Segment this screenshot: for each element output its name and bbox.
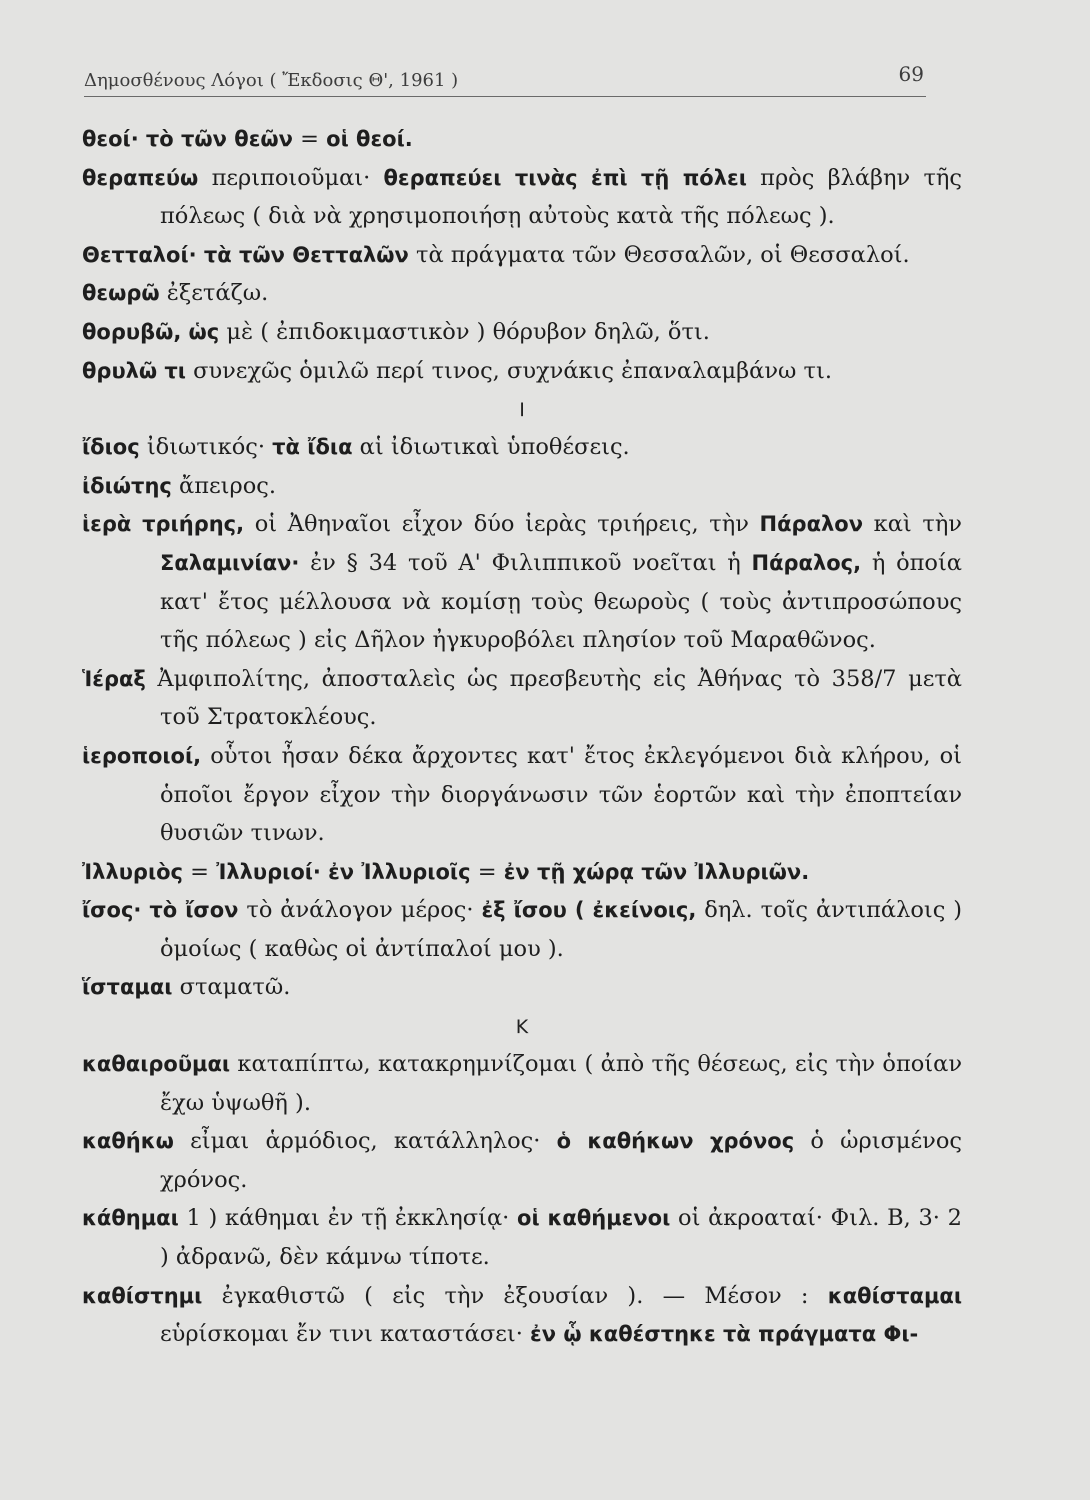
entry-phrase: τι [164, 358, 186, 383]
entry-text: = [183, 858, 217, 885]
entry-phrase: τὰ ἴδια [272, 435, 353, 460]
headword: κάθημαι [82, 1206, 179, 1231]
entry-text: ὁ ὡρισμένος χρόνος. [160, 1128, 962, 1193]
dictionary-body [82, 120, 962, 1354]
entry-text [321, 859, 328, 885]
entry-idiotes [82, 467, 962, 506]
entry-illyrios [82, 853, 962, 892]
headword: θρυλῶ [82, 358, 158, 383]
entry-phrase: ἐν Ἰλλυριοῖς [328, 859, 471, 884]
entry-text: οἱ ἀκροαταί· Φιλ. Β, 3· 2 ) ἀδρανῶ, δὲν κάμνω τίποτε. [160, 1205, 962, 1271]
headword: ἰδιώτης [82, 473, 172, 498]
entry-theoi [82, 120, 962, 159]
entry-phrase: οἱ καθήμενοι [517, 1206, 671, 1231]
entry-text: εὑρίσκομαι ἔν τινι καταστάσει· [160, 1321, 531, 1348]
entry-text: σταματῶ. [172, 974, 291, 1001]
entry-text: τὰ πράγματα τῶν Θεσσαλῶν, οἱ Θεσσαλοί. [408, 241, 910, 268]
entry-text: ἐγκαθιστῶ ( εἰς τὴν ἐξουσίαν ). — Μέσον : [202, 1282, 828, 1309]
entry-phrase: θεραπεύει τινὰς ἐπὶ τῇ πόλει [383, 165, 747, 190]
headword: θεοί· [82, 127, 139, 151]
page-number: 69 [898, 62, 924, 86]
entry-phrase: τὰ τῶν Θετταλῶν [203, 242, 409, 267]
entry-text: = [470, 858, 504, 885]
entry-isos [82, 891, 962, 968]
entry-histamai [82, 968, 962, 1007]
entry-phrase: οἱ θεοί. [326, 127, 413, 151]
entry-thorybo [82, 313, 962, 352]
headword: καθήκω [82, 1129, 174, 1154]
entry-text: ἡ ὁποία κατ' ἔτος μέλλουσα νὰ κομίσῃ τοὺς θεωροὺς ( τοὺς ἀντιπροσώπους τῆς πόλεως ) εἰς Δῆλον ἠγκυροβόλει πλησίον τοῦ Μαραθῶνος. [160, 549, 962, 654]
entry-text: συνεχῶς ὁμιλῶ περί τινος, συχνάκις ἐπαναλαμβάνω τι. [185, 357, 832, 384]
entry-kathistemi [82, 1277, 962, 1354]
entry-idios [82, 428, 962, 467]
entry-text: καὶ τὴν [863, 511, 962, 538]
headword: θεραπεύω [82, 165, 199, 190]
entry-thrylo [82, 352, 962, 391]
section-letter-kappa: Κ [515, 1016, 529, 1039]
entry-phrase: Σαλαμινίαν· [160, 550, 300, 575]
entry-kathairoumai [82, 1045, 962, 1122]
entry-therapeuo [82, 159, 962, 236]
entry-text: ἐν § 34 τοῦ Α' Φιλιππικοῦ νοεῖται ἡ [299, 549, 752, 576]
headword: καθίστημι [82, 1283, 203, 1308]
entry-theoro [82, 274, 962, 313]
entry-text: οἱ Ἀθηναῖοι εἶχον δύο ἱερὰς τριήρεις, τὴν [244, 511, 760, 538]
header-title: Δημοσθένους Λόγοι ( Ἔκδοσις Θ', 1961 ) [84, 70, 459, 91]
headword: Ἱέραξ [82, 666, 146, 691]
entry-text: πρὸς βλάβην τῆς πόλεως ( διὰ νὰ χρησιμοποιήσῃ αὐτοὺς κατὰ τῆς πόλεως ). [160, 164, 963, 230]
entry-phrase: Πάραλον [759, 512, 864, 537]
headword: καθαιροῦμαι [82, 1052, 231, 1077]
entry-text [197, 242, 204, 268]
running-header [84, 62, 926, 97]
entry-phrase: ὁ καθήκων χρόνος [556, 1129, 795, 1154]
entry-text: ἄπειρος. [171, 472, 276, 499]
entry-text: καταπίπτω, κατακρημνίζομαι ( ἀπὸ τῆς θέσεως, εἰς τὴν ὁποίαν ἔχω ὑψωθῆ ). [160, 1051, 962, 1116]
headword: ἱερὰ τριήρης, [82, 512, 245, 537]
entry-text: ἰδιωτικός· [139, 434, 273, 461]
headword: θορυβῶ, [82, 319, 182, 344]
headword: ἱεροποιοί, [82, 743, 202, 768]
entry-phrase: Ἰλλυριοί· [216, 859, 321, 884]
entry-text: ἐξετάζω. [159, 280, 269, 307]
entry-phrase: τὸ ἴσον [149, 898, 239, 923]
headword: θεωρῶ [82, 281, 160, 306]
entry-hieropoioi [82, 737, 962, 853]
headword: ἴδιος [82, 435, 140, 460]
headword: Ἰλλυριὸς [82, 859, 184, 884]
headword: ἵσταμαι [82, 975, 173, 1000]
entry-text [139, 126, 146, 152]
entry-text: περιποιοῦμαι· [198, 164, 384, 191]
entry-triires [82, 505, 962, 659]
entry-phrase: τὸ τῶν θεῶν [145, 127, 293, 151]
entry-text: τὸ ἀνάλογον μέρος· [238, 897, 482, 924]
entry-text: Ἀμφιπολίτης, ἀποσταλεὶς ὡς πρεσβευτὴς εἰς Ἀθήνας τὸ 358/7 μετὰ τοῦ Στρατοκλέους. [145, 665, 962, 731]
headword: Θετταλοί· [82, 242, 197, 267]
entry-kathemai [82, 1199, 962, 1276]
entry-hierax [82, 660, 962, 737]
entry-phrase: καθίσταμαι [827, 1283, 962, 1308]
entry-text [181, 319, 188, 345]
entry-text: οὗτοι ἦσαν δέκα ἄρχοντες κατ' ἔτος ἐκλεγόμενοι διὰ κλήρου, οἱ ὁποῖοι ἔργον εἶχον τὴν διοργάνωσιν τῶν ἑορτῶν καὶ τὴν ἐποπτείαν θυσιῶν τινων. [160, 742, 962, 847]
entry-phrase: ἐξ ἴσου ( ἐκείνοις, [481, 898, 697, 923]
entry-phrase: ὡς [188, 319, 220, 344]
entry-katheko [82, 1122, 962, 1199]
entry-text: εἶμαι ἁρμόδιος, κατάλληλος· [173, 1128, 557, 1155]
entry-text: αἱ ἰδιωτικαὶ ὑποθέσεις. [352, 434, 630, 461]
entry-phrase: Πάραλος, [751, 550, 862, 575]
entry-text: = [292, 126, 327, 152]
headword: ἴσος· [82, 898, 142, 923]
entry-text: δηλ. τοῖς ἀντιπάλοις ) ὁμοίως ( καθὼς οἱ ἀντίπαλοί μου ). [160, 897, 962, 962]
entry-phrase: ἐν ᾧ καθέστηκε τὰ πράγματα Φι- [530, 1322, 919, 1347]
entry-phrase: ἐν τῇ χώρᾳ τῶν Ἰλλυριῶν. [503, 859, 810, 884]
entry-text: μὲ ( ἐπιδοκιμαστικὸν ) θόρυβον δηλῶ, ὅτι. [219, 318, 710, 345]
entry-text: 1 ) κάθημαι ἐν τῇ ἐκκλησίᾳ· [178, 1205, 518, 1232]
section-letter-iota: Ι [519, 399, 525, 422]
entry-thettaloi [82, 236, 962, 275]
